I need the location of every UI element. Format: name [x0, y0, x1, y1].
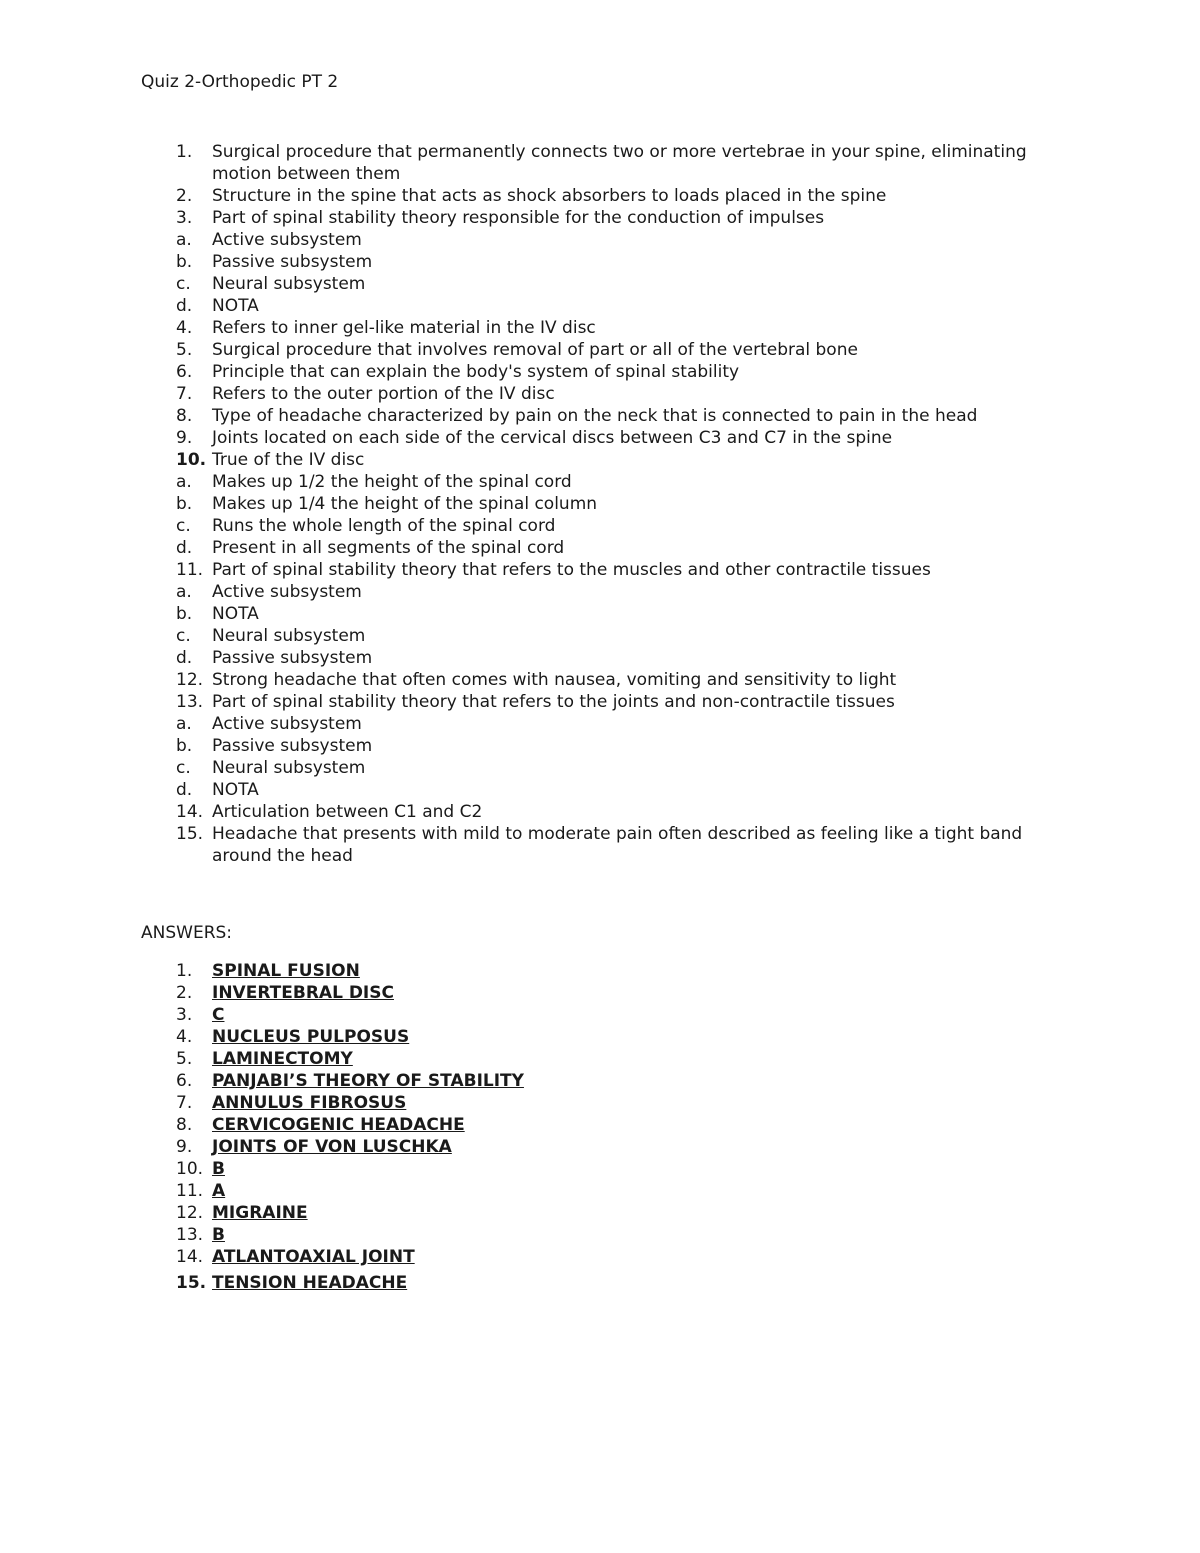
list-marker: 14. [176, 1247, 204, 1267]
option-marker: c. [176, 274, 191, 294]
list-marker: 10. [176, 450, 207, 470]
option-item [0, 251, 1200, 273]
question-text: Part of spinal stability theory that refers to the muscles and other contractile tissues [212, 560, 931, 580]
answer-item [0, 1246, 1200, 1268]
list-marker: 11. [176, 560, 204, 580]
list-marker: 3. [176, 208, 193, 228]
answer-item [0, 982, 1200, 1004]
option-item [0, 295, 1200, 317]
option-item [0, 471, 1200, 493]
option-text: Active subsystem [212, 582, 362, 602]
option-text: Active subsystem [212, 230, 362, 250]
question-item [0, 669, 1200, 691]
answer-text: ANNULUS FIBROSUS [212, 1093, 407, 1113]
list-marker: 5. [176, 1049, 193, 1069]
answer-item [0, 1048, 1200, 1070]
option-marker: d. [176, 780, 193, 800]
question-list [0, 141, 1200, 867]
question-item [0, 383, 1200, 405]
answer-text: A [212, 1181, 226, 1201]
list-marker: 15. [176, 824, 204, 844]
answer-item [0, 1114, 1200, 1136]
answer-item [0, 1070, 1200, 1092]
question-text: Principle that can explain the body's system of spinal stability [212, 362, 740, 382]
question-text: Articulation between C1 and C2 [212, 802, 483, 822]
list-marker: 4. [176, 318, 193, 338]
answer-item [0, 1092, 1200, 1114]
document-title: Quiz 2-Orthopedic PT 2 [141, 72, 339, 92]
question-text: Headache that presents with mild to moderate pain often described as feeling like a tight band around the head [212, 824, 1023, 866]
question-item [0, 185, 1200, 207]
list-marker: 1. [176, 142, 193, 162]
question-text: Joints located on each side of the cervical discs between C3 and C7 in the spine [212, 428, 893, 448]
question-item [0, 207, 1200, 229]
option-marker: c. [176, 516, 191, 536]
answer-text: CERVICOGENIC HEADACHE [212, 1115, 465, 1135]
list-marker: 11. [176, 1181, 204, 1201]
question-text: Refers to the outer portion of the IV disc [212, 384, 555, 404]
option-marker: b. [176, 736, 193, 756]
option-marker: c. [176, 626, 191, 646]
question-item [0, 361, 1200, 383]
list-marker: 1. [176, 961, 193, 981]
option-text: Passive subsystem [212, 252, 373, 272]
answer-text: B [212, 1159, 225, 1179]
answer-item [0, 960, 1200, 982]
option-item [0, 515, 1200, 537]
answer-list [0, 960, 1200, 1294]
option-item [0, 537, 1200, 559]
question-text: Refers to inner gel-like material in the IV disc [212, 318, 596, 338]
option-item [0, 493, 1200, 515]
list-marker: 6. [176, 362, 193, 382]
list-marker: 4. [176, 1027, 193, 1047]
option-marker: b. [176, 604, 193, 624]
question-text: Type of headache characterized by pain on the neck that is connected to pain in the head [212, 406, 978, 426]
list-marker: 2. [176, 983, 193, 1003]
answer-text: LAMINECTOMY [212, 1049, 353, 1069]
answer-text: SPINAL FUSION [212, 961, 360, 981]
answer-text: INVERTEBRAL DISC [212, 983, 394, 1003]
answer-text: PANJABI’S THEORY OF STABILITY [212, 1071, 524, 1091]
answer-item [0, 1004, 1200, 1026]
option-marker: d. [176, 648, 193, 668]
option-text: Active subsystem [212, 714, 362, 734]
list-marker: 7. [176, 1093, 193, 1113]
answer-text: C [212, 1005, 225, 1025]
option-item [0, 273, 1200, 295]
option-text: NOTA [212, 604, 259, 624]
option-item [0, 713, 1200, 735]
question-item [0, 691, 1200, 713]
question-text: Part of spinal stability theory responsible for the conduction of impulses [212, 208, 825, 228]
list-marker: 12. [176, 670, 204, 690]
answer-item [0, 1202, 1200, 1224]
question-item [0, 141, 1200, 185]
question-item [0, 339, 1200, 361]
list-marker: 12. [176, 1203, 204, 1223]
question-text: Surgical procedure that involves removal of part or all of the vertebral bone [212, 340, 858, 360]
answer-text: B [212, 1225, 225, 1245]
answers-heading: ANSWERS: [141, 923, 233, 943]
question-item [0, 317, 1200, 339]
list-marker: 14. [176, 802, 204, 822]
question-text: True of the IV disc [212, 450, 365, 470]
list-marker: 7. [176, 384, 193, 404]
option-text: Neural subsystem [212, 758, 366, 778]
question-item [0, 801, 1200, 823]
question-text: Strong headache that often comes with nausea, vomiting and sensitivity to light [212, 670, 897, 690]
option-item [0, 229, 1200, 251]
list-marker: 10. [176, 1159, 204, 1179]
option-text: NOTA [212, 780, 259, 800]
option-text: Present in all segments of the spinal cord [212, 538, 565, 558]
answer-item [0, 1136, 1200, 1158]
list-marker: 2. [176, 186, 193, 206]
question-item [0, 405, 1200, 427]
option-item [0, 603, 1200, 625]
option-item [0, 647, 1200, 669]
option-marker: b. [176, 494, 193, 514]
option-marker: a. [176, 230, 192, 250]
question-item [0, 559, 1200, 581]
answer-item [0, 1272, 1200, 1294]
option-text: Passive subsystem [212, 648, 373, 668]
answer-text: ATLANTOAXIAL JOINT [212, 1247, 415, 1267]
answer-item [0, 1180, 1200, 1202]
option-text: Neural subsystem [212, 274, 366, 294]
answer-item [0, 1158, 1200, 1180]
option-item [0, 625, 1200, 647]
option-marker: d. [176, 538, 193, 558]
list-marker: 9. [176, 1137, 193, 1157]
answer-text: JOINTS OF VON LUSCHKA [212, 1137, 452, 1157]
option-marker: a. [176, 582, 192, 602]
option-marker: b. [176, 252, 193, 272]
option-marker: a. [176, 714, 192, 734]
option-text: Passive subsystem [212, 736, 373, 756]
question-item [0, 823, 1200, 867]
option-marker: d. [176, 296, 193, 316]
option-text: Makes up 1/2 the height of the spinal cord [212, 472, 572, 492]
list-marker: 8. [176, 1115, 193, 1135]
option-text: Makes up 1/4 the height of the spinal column [212, 494, 598, 514]
answer-item [0, 1224, 1200, 1246]
list-marker: 3. [176, 1005, 193, 1025]
option-item [0, 757, 1200, 779]
option-item [0, 735, 1200, 757]
question-text: Part of spinal stability theory that refers to the joints and non-contractile tissues [212, 692, 895, 712]
list-marker: 15. [176, 1273, 207, 1293]
option-marker: c. [176, 758, 191, 778]
answer-text: MIGRAINE [212, 1203, 308, 1223]
option-text: Runs the whole length of the spinal cord [212, 516, 556, 536]
option-item [0, 779, 1200, 801]
list-marker: 5. [176, 340, 193, 360]
answer-item [0, 1026, 1200, 1048]
option-marker: a. [176, 472, 192, 492]
option-item [0, 581, 1200, 603]
question-text: Surgical procedure that permanently connects two or more vertebrae in your spine, eliminating motion between them [212, 142, 1027, 184]
list-marker: 13. [176, 1225, 204, 1245]
list-marker: 13. [176, 692, 204, 712]
answer-text: TENSION HEADACHE [212, 1273, 408, 1293]
option-text: NOTA [212, 296, 259, 316]
list-marker: 9. [176, 428, 193, 448]
question-text: Structure in the spine that acts as shock absorbers to loads placed in the spine [212, 186, 887, 206]
question-item [0, 449, 1200, 471]
list-marker: 6. [176, 1071, 193, 1091]
option-text: Neural subsystem [212, 626, 366, 646]
question-item [0, 427, 1200, 449]
list-marker: 8. [176, 406, 193, 426]
answer-text: NUCLEUS PULPOSUS [212, 1027, 410, 1047]
